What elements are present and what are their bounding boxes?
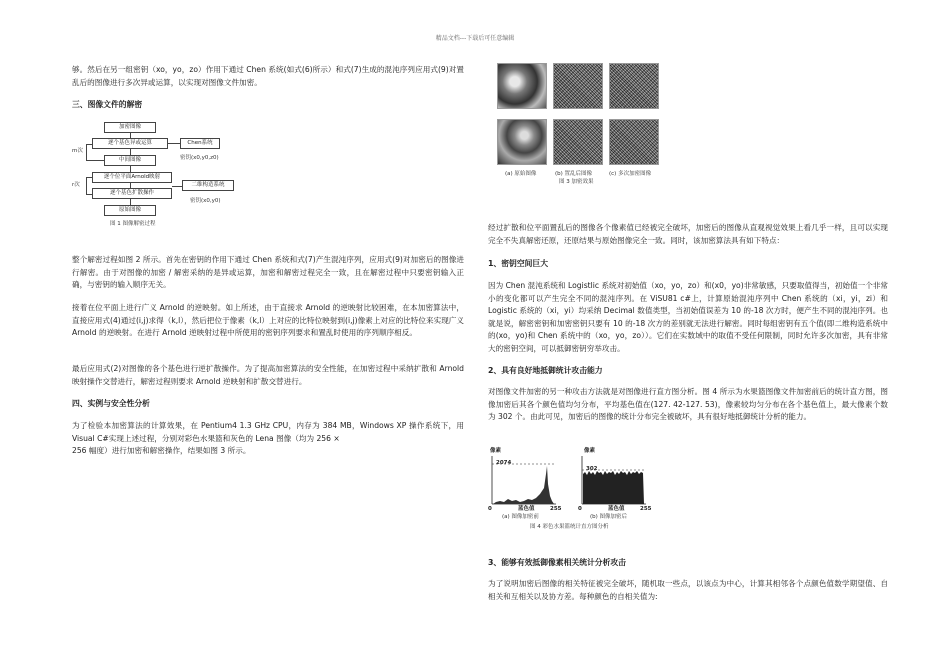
paragraph-experiment: 为了检验本加密算法的计算效果，在 Pentium4 1.3 GHz CPU，内存为 384 MB，Windows XP 操作系统下，用 Visual C#实现上述过程，分别对彩色水果篮和灰色的 Lena 图像（均为 256 ×	[72, 421, 464, 443]
hist-a-y-label: 像素	[490, 448, 502, 454]
paragraph-correlation: 为了说明加密后图像的相关特征被完全破坏，随机取一些点，以该点为中心，计算其相邻各个点颜色值数学期望值、自相关和互相关以及协方差。每种颜色的自相关值为:	[488, 579, 888, 601]
paragraph-arnold-inverse: 接着在位平面上进行广义 Arnold 的逆映射。如上所述，由于直接求 Arnold 的逆映射比较困难，在本加密算法中，直接应用式(4)通过(i,j)求得（k,l），然后把位于像素（k,l）上对应的比特位映射到(i,j)像素上对应的比特位来实现广义 Arnold 的逆映射。在进行 Arnold 逆映射过程中所使用的密钥序列要求和置乱时使用的序列顺序相反。	[72, 303, 464, 337]
lena-encrypted-image	[609, 119, 659, 165]
feature-title-key-space: 1、密钥空间巨大	[488, 259, 549, 268]
figure-3-caption: 图 3 加密效果	[559, 179, 594, 185]
flow-connector	[172, 186, 182, 187]
paragraph-inverse-diffusion: 最后应用式(2)对图像的各个基色进行逆扩散操作。为了提高加密算法的安全性能，在加密过程中采纳扩散和 Arnold 映射操作交替进行，解密过程则要求 Arnold 逆映射和扩散交替进行。	[72, 364, 464, 386]
hist-a-peak: 2074	[496, 460, 512, 466]
hist-b-caption: (b) 图像加密后	[590, 514, 628, 520]
figure-4-caption: 图 4 彩色水果篮统计直方图分析	[530, 524, 609, 530]
lena-scrambled-image	[553, 119, 603, 165]
figure-3-sub-a: (a) 原始图像	[505, 171, 537, 177]
hist-b-x-end: 255	[640, 506, 652, 512]
page-header: 精品文档---下载后可任意编辑	[435, 35, 515, 42]
feature-title-statistical: 2、具有良好地抵御统计攻击能力	[488, 366, 603, 375]
section-title-examples: 四、实例与安全性分析	[72, 399, 150, 408]
loop-r-label: r次	[72, 182, 80, 188]
hist-b-y-label: 像素	[584, 448, 596, 454]
flow-box-encrypted-image: 加密图像	[104, 122, 156, 133]
section-title-decrypt: 三、图像文件的解密	[72, 100, 143, 109]
flow-box-arnold: 逐个位平面Arnold映射	[92, 172, 172, 183]
hist-b-peak: 302	[586, 466, 598, 472]
hist-a-x-end: 255	[550, 506, 562, 512]
decryption-flow-diagram	[72, 118, 262, 236]
loop-m-label: m次	[72, 148, 83, 154]
figure-3-sub-b: (b) 置乱后图像	[555, 171, 593, 177]
hist-a-x-label: 蓝色值	[518, 506, 535, 512]
paragraph-result-summary: 经过扩散和位平面置乱后的图像各个像素值已经被完全破坏，加密后的图像从直观视觉效果上看几乎一样，且可以实现完全不失真解密还原，还原结果与原始图像完全一致。同时，该加密算法具有如下特点：	[488, 223, 888, 245]
figure-3-sub-c: (c) 多次加密图像	[609, 171, 652, 177]
fruit-scrambled-image	[553, 63, 603, 109]
key-xyz-label: 密钥(x0,y0,z0)	[180, 155, 219, 161]
figure-1-caption: 图 1 图像解密过程	[110, 221, 156, 227]
flow-connector	[86, 144, 87, 161]
flow-box-2d-system: 二维构造系统	[182, 180, 234, 191]
key-xy-label: 密钥(x0,y0)	[190, 198, 221, 204]
flow-connector	[86, 160, 104, 161]
flow-box-original-image: 原始图像	[104, 205, 156, 216]
paragraph-histogram: 对图像文件加密的另一种攻击方法就是对图像进行直方图分析。图 4 所示为水果篮图像文件加密前后的统计直方图，图像加密后其各个颜色值均匀分布，平均基色值在(127. 42-127. 53)，像素较均匀分布在各个基色值上，最大像素个数为 302 个。由此可见，加密后的图像的统计分布完全被破坏，具有很好地抵御统计分析的能力。	[488, 387, 888, 421]
flow-box-diffusion: 逐个基色扩散操作	[92, 188, 172, 199]
hist-b-x-label: 蓝色值	[608, 506, 625, 512]
flow-connector	[168, 143, 180, 144]
flow-box-chen: Chen系统	[180, 138, 220, 149]
fruit-encrypted-image	[609, 63, 659, 109]
hist-b-axes	[582, 456, 646, 504]
flow-connector	[86, 177, 87, 194]
hist-a-caption: (a) 图像加密前	[502, 514, 539, 520]
flow-box-xor: 逐个基色异或运算	[92, 138, 168, 149]
paragraph-experiment-cont: 256 幅度）进行加密和解密操作，结果如图 3 所示。	[72, 446, 251, 455]
hist-b-zero: 0	[578, 506, 582, 512]
lena-original-image	[497, 119, 547, 165]
histogram-figure	[484, 444, 664, 534]
paragraph-decrypt-process: 整个解密过程如图 2 所示。首先在密钥的作用下通过 Chen 系统和式(7)产生混沌序列，应用式(9)对加密后的图像进行解密。由于对图像的加密 / 解密采纳的是异或运算，加密和解密过程完全一致，且在解密过程中只要密钥输入正确，与密钥的输入顺序无关。	[72, 255, 464, 289]
feature-title-correlation: 3、能够有效抵御像素相关统计分析攻击	[488, 558, 626, 567]
paragraph-key-space: 因为 Chen 混沌系统和 Logistlic 系统对初始值（xo，yo，zo）和(x0，yo)非常敏感，只要取值得当，初始值一个非常小的变化都可以产生完全不同的混沌序列。在 ViSU81 c#上，计算原始混沌序列中 Chen 系统的（xi，yi，zi）和 Logistic 系统的（xi，yi）均采纳 Decimal 数值类型，当初始值误差为 10 的-18 次方时，便产生不同的混沌序列。也就是说，解密密钥和加密密钥只要有 10 的-18 次方的差别就无法进行解密。同时每组密钥有五个值(即二维构造系统中的(xo，yo)和 Chen 系统中的（xo，yo，zo））。它们在实数域中的取值不受任何限制，同时允许多次加密，具有非常大的密钥空间，可以抵御密钥穷举攻击。	[488, 281, 888, 353]
flow-connector	[86, 194, 92, 195]
hist-a-zero: 0	[488, 506, 492, 512]
fruit-original-image	[497, 63, 547, 109]
paragraph-encrypt-end: 够。然后在另一组密钥（xo，yo，zo）作用下通过 Chen 系统(如式(6)所示）和式(7)生成的混沌序列应用式(9)对置乱后的图像进行多次异或运算，以实现对图像文件加密。	[72, 65, 464, 87]
flow-box-middle-image: 中间图像	[104, 155, 156, 166]
